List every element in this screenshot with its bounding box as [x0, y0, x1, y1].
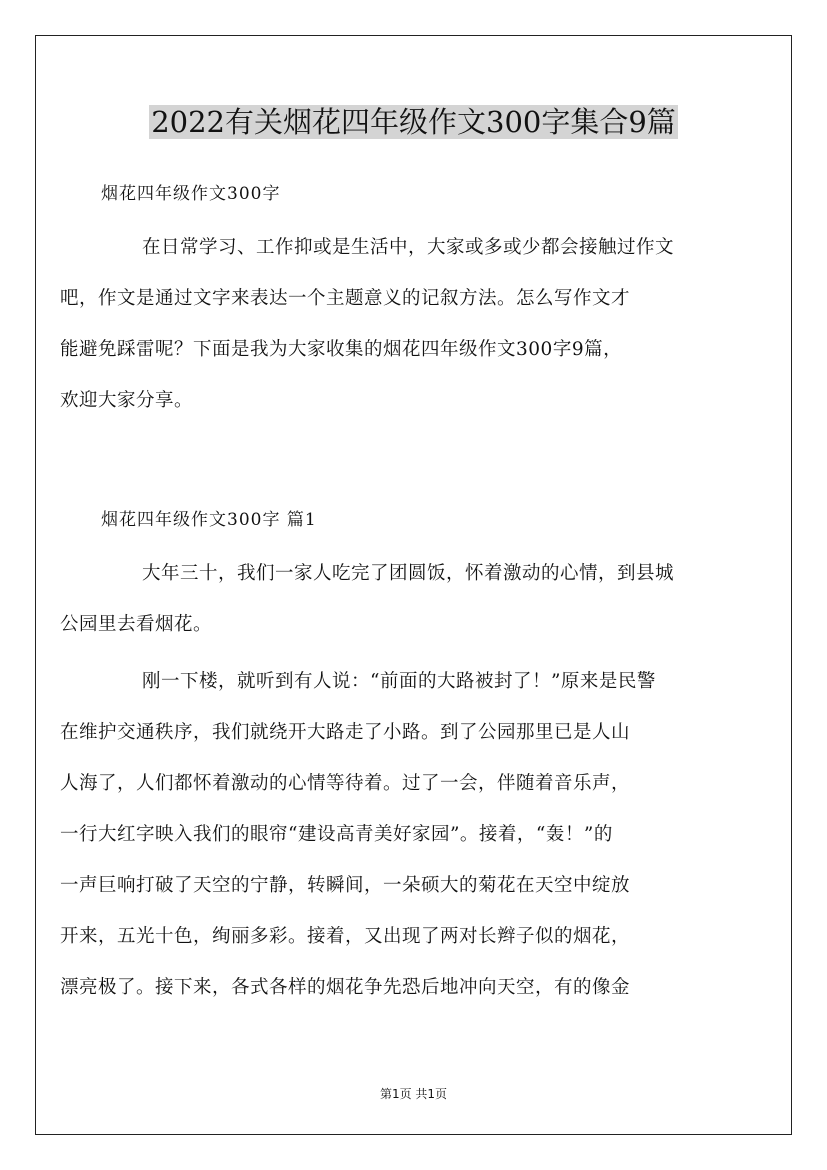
paragraph-line: 公园里去看烟花。	[60, 614, 213, 635]
document-title-text: 2022有关烟花四年级作文300字集合9篇	[151, 105, 676, 139]
article-heading: 烟花四年级作文300字 篇1	[101, 510, 317, 530]
paragraph-line: 在维护交通秩序，我们就绕开大路走了小路。到了公园那里已是人山	[60, 722, 631, 743]
intro-line: 在日常学习、工作抑或是生活中，大家或多或少都会接触过作文	[142, 237, 675, 258]
paragraph-line: 大年三十，我们一家人吃完了团圆饭，怀着激动的心情，到县城	[142, 563, 675, 584]
article-paragraph-1	[60, 548, 727, 650]
paragraph-line: 刚一下楼，就听到有人说：“前面的大路被封了！”原来是民警	[142, 671, 656, 692]
intro-line: 吧，作文是通过文字来表达一个主题意义的记叙方法。怎么写作文才	[60, 288, 631, 309]
page-footer: 第1页 共1页	[379, 1087, 448, 1101]
paragraph-line: 人海了，人们都怀着激动的心情等待着。过了一会，伴随着音乐声，	[60, 773, 631, 794]
intro-paragraph	[60, 222, 727, 426]
paragraph-line: 一声巨响打破了天空的宁静，转瞬间，一朵硕大的菊花在天空中绽放	[60, 875, 631, 896]
section-heading: 烟花四年级作文300字	[101, 184, 281, 204]
document-title	[0, 100, 827, 144]
intro-line: 能避免踩雷呢？下面是我为大家收集的烟花四年级作文300字9篇，	[60, 339, 623, 360]
paragraph-line: 开来，五光十色，绚丽多彩。接着，又出现了两对长辫子似的烟花，	[60, 926, 631, 947]
paragraph-line: 一行大红字映入我们的眼帘“建设高青美好家园”。接着，“轰！”的	[60, 824, 613, 845]
intro-line: 欢迎大家分享。	[60, 390, 194, 411]
paragraph-line: 漂亮极了。接下来，各式各样的烟花争先恐后地冲向天空，有的像金	[60, 977, 631, 998]
article-paragraph-2	[60, 656, 727, 1013]
